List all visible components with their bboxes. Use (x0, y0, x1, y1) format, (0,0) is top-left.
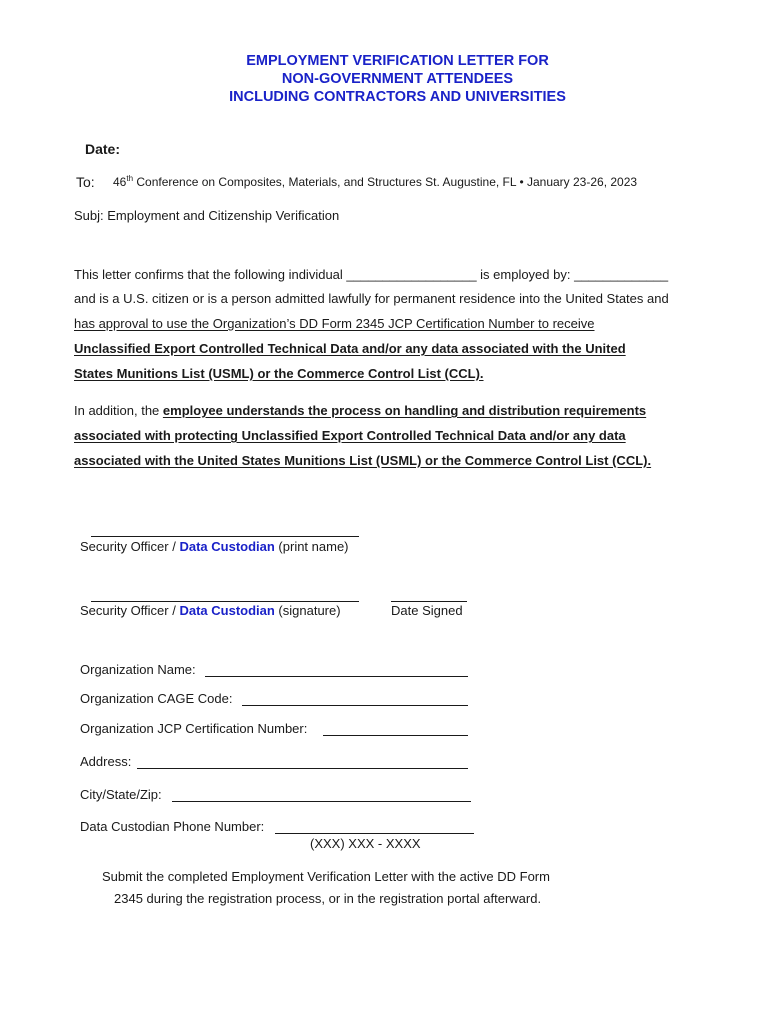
paragraph-1-line-4: Unclassified Export Controlled Technical Data and/or any data associated with the United (74, 341, 626, 356)
org-cage-field[interactable] (242, 705, 468, 706)
date-label: Date: (85, 141, 121, 157)
paragraph-2-line-3: associated with the United States Munitions List (USML) or the Commerce Control List (CCL). (74, 453, 652, 468)
s1-prefix: Security Officer / (80, 539, 180, 554)
s2-prefix: Security Officer / (80, 603, 180, 618)
address-label: Address: (80, 754, 132, 769)
city-state-zip-field[interactable] (172, 801, 471, 802)
paragraph-2-bold: employee understands the process on handling and distribution requirements (162, 403, 647, 418)
s1-data-custodian: Data Custodian (179, 539, 275, 554)
org-name-field[interactable] (205, 676, 468, 677)
date-signed-caption: Date Signed (391, 603, 463, 618)
paragraph-2-line-1 (74, 403, 646, 418)
to-label: To: (76, 174, 95, 190)
footer-line-1: Submit the completed Employment Verification Letter with the active DD Form (102, 869, 550, 884)
phone-field[interactable] (275, 833, 474, 834)
signature-caption (80, 603, 341, 618)
print-name-line (91, 536, 359, 537)
org-cage-label: Organization CAGE Code: (80, 691, 233, 706)
footer-line-2: 2345 during the registration process, or in the registration portal afterward. (114, 891, 542, 906)
to-number: 46 (113, 175, 127, 189)
to-superscript: th (126, 174, 134, 183)
paragraph-1-line-3: has approval to use the Organization’s DD Form 2345 JCP Certification Number to receive (74, 316, 595, 331)
paragraph-2-prefix: In addition, the (74, 403, 163, 418)
city-state-zip-label: City/State/Zip: (80, 787, 162, 802)
to-text: Conference on Composites, Materials, and Structures St. Augustine, FL • January 23-26, 2023 (133, 175, 638, 189)
signature-line (91, 601, 359, 602)
address-field[interactable] (137, 768, 468, 769)
date-signed-line (391, 601, 467, 602)
print-name-caption (80, 539, 349, 554)
org-jcp-label: Organization JCP Certification Number: (80, 721, 308, 736)
s2-data-custodian: Data Custodian (179, 603, 275, 618)
title-line-1: EMPLOYMENT VERIFICATION LETTER FOR (246, 53, 549, 69)
phone-format: (XXX) XXX - XXXX (310, 836, 421, 851)
s1-suffix: (print name) (274, 539, 349, 554)
title-line-2: NON-GOVERNMENT ATTENDEES (281, 71, 514, 87)
s2-suffix: (signature) (274, 603, 341, 618)
title-line-3: INCLUDING CONTRACTORS AND UNIVERSITIES (229, 89, 566, 105)
subject-line: Subj: Employment and Citizenship Verification (74, 208, 340, 223)
paragraph-1-line-2: and is a U.S. citizen or is a person admitted lawfully for permanent residence into the United States and (74, 291, 669, 306)
org-name-label: Organization Name: (80, 662, 196, 677)
paragraph-1-line-1: This letter confirms that the following individual __________________ is employed by: _____________ (74, 267, 669, 282)
paragraph-1-line-5: States Munitions List (USML) or the Commerce Control List (CCL). (74, 366, 484, 381)
org-jcp-field[interactable] (323, 735, 468, 736)
phone-label: Data Custodian Phone Number: (80, 819, 265, 834)
to-recipient (113, 175, 637, 189)
paragraph-2-line-2: associated with protecting Unclassified Export Controlled Technical Data and/or any data (74, 428, 626, 443)
